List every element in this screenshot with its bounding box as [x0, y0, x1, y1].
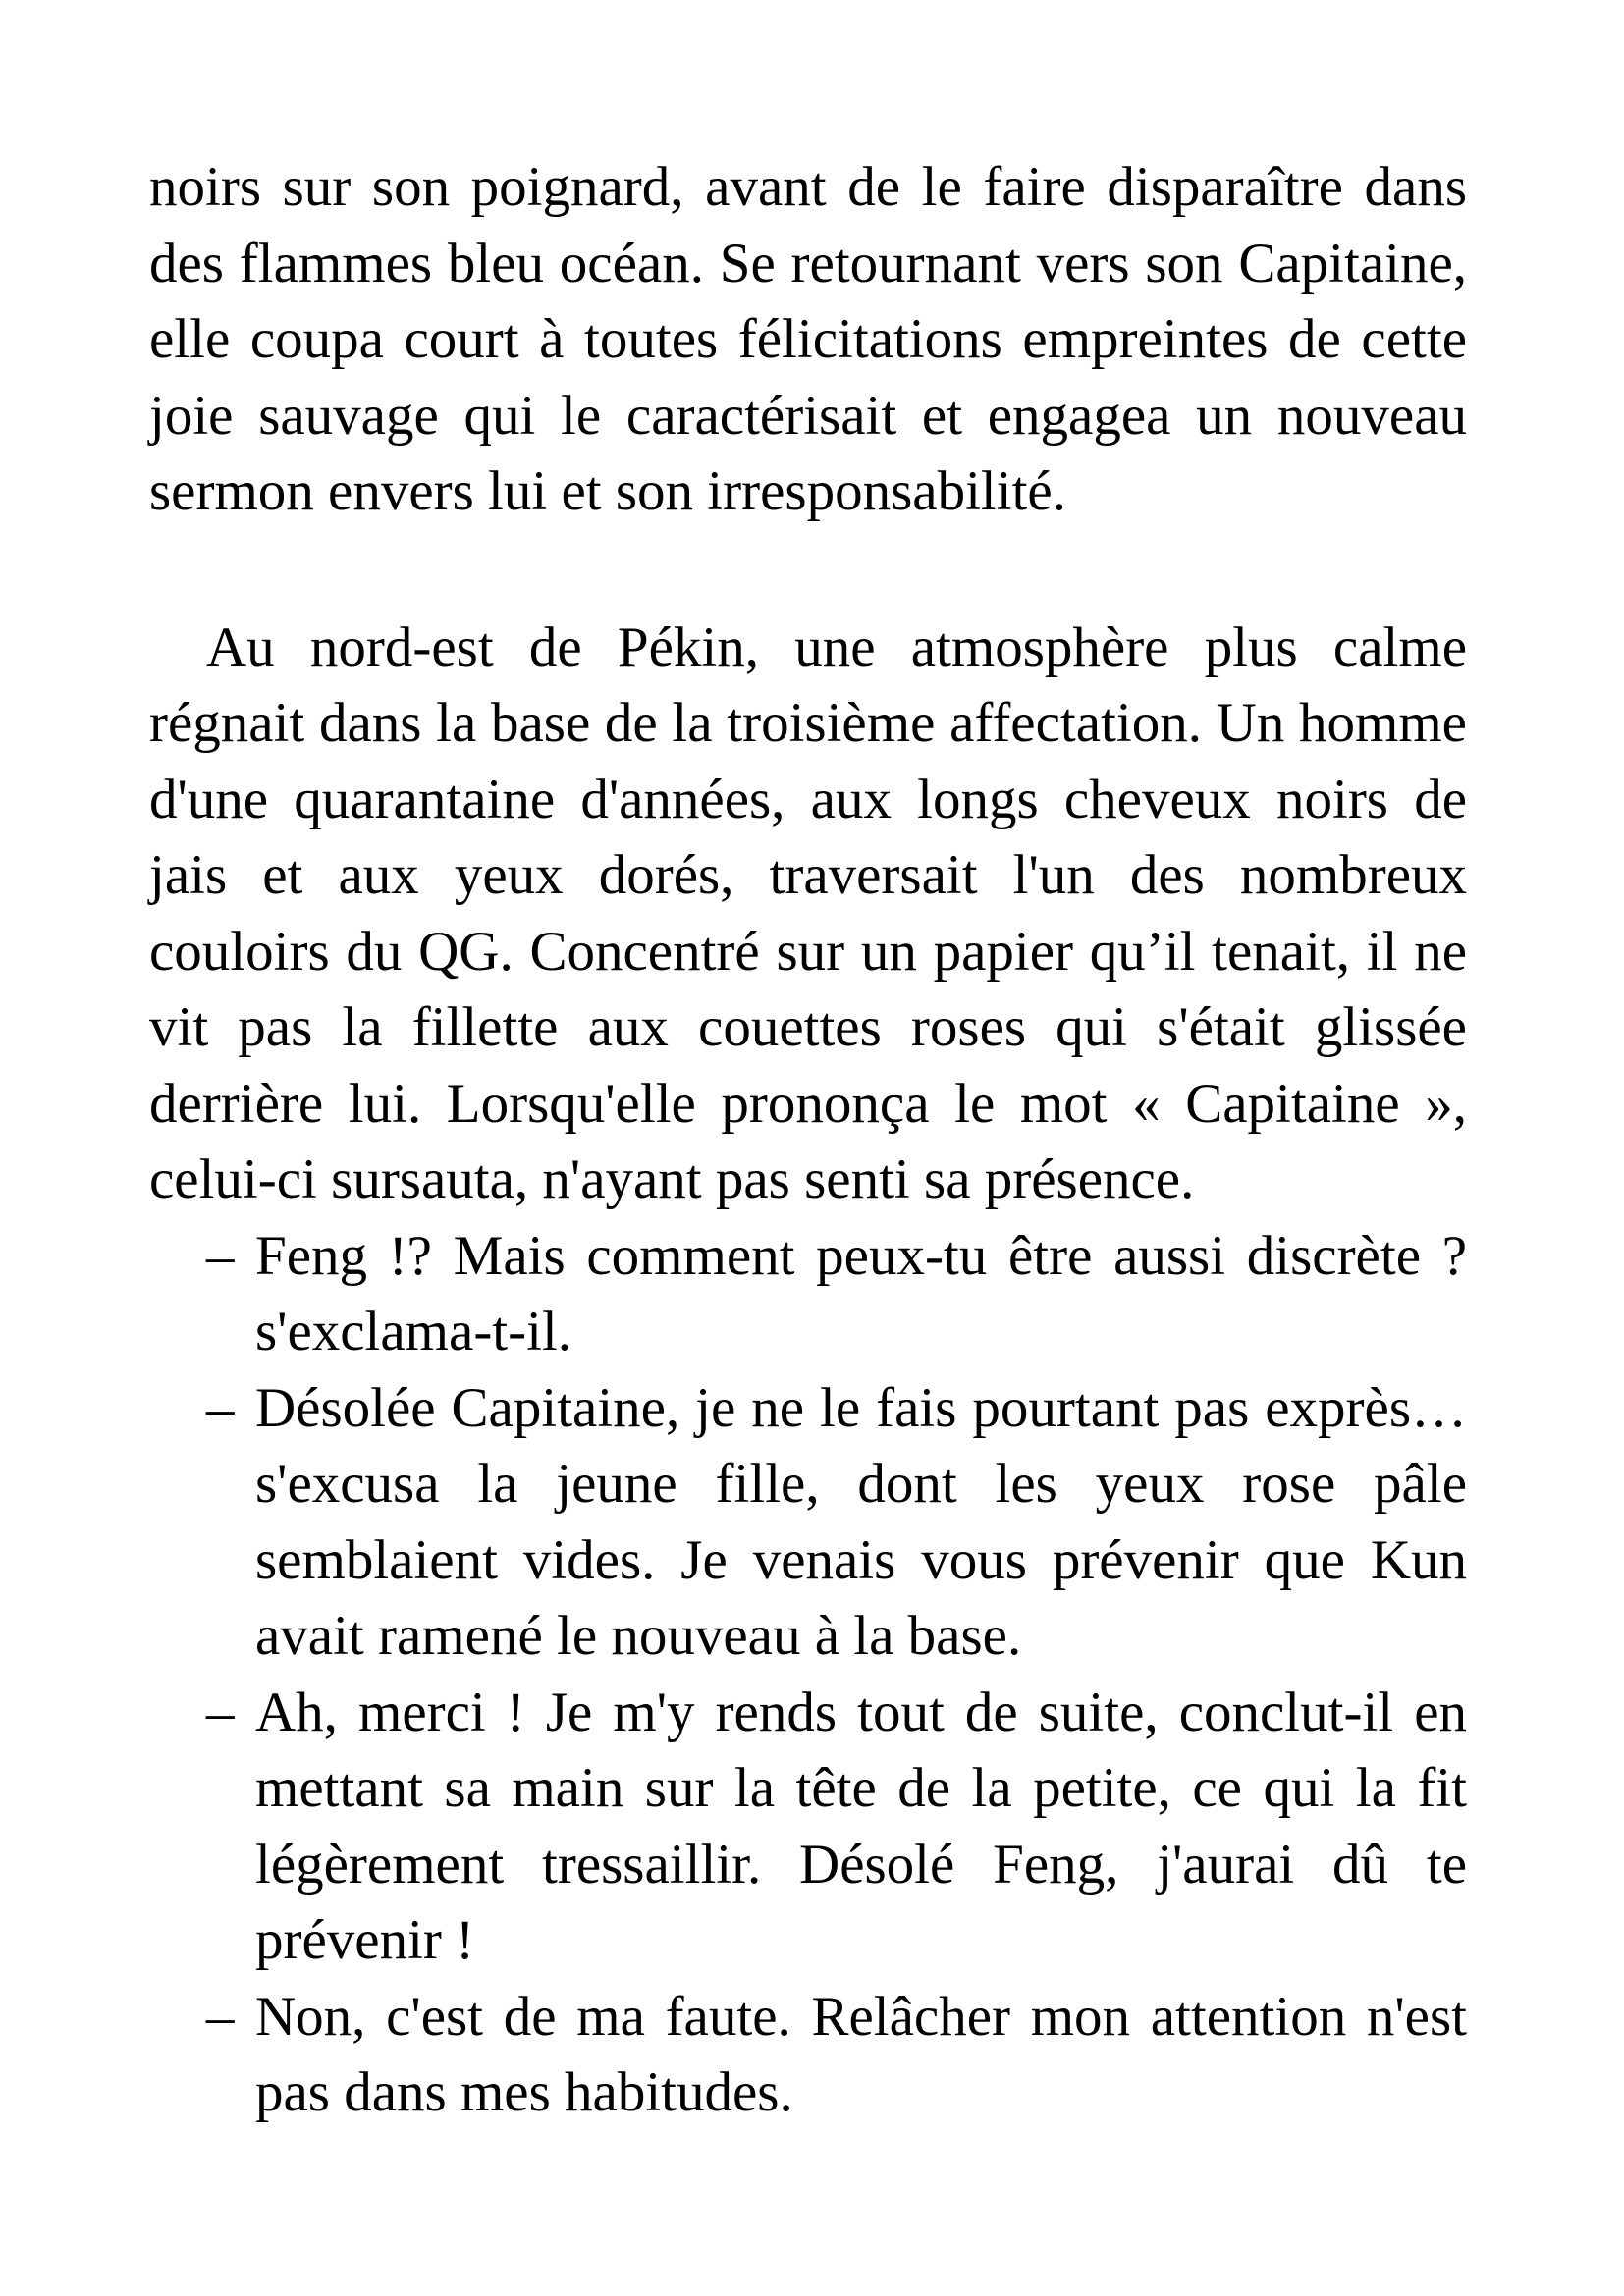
text-line — [149, 1675, 1467, 1751]
text-line: légèrement tressaillir. Désolé Feng, j'aurai dû te — [255, 1833, 1467, 1896]
dialogue-text: Non, c'est de ma faute. Relâcher mon attention n'est — [255, 1985, 1467, 2048]
paragraph — [149, 610, 1467, 1218]
dialogue-dash: – — [206, 1224, 235, 1287]
text-line: derrière lui. Lorsqu'elle prononça le mot « Capitaine », — [149, 1072, 1467, 1135]
text-line: pas dans mes habitudes. — [255, 2061, 793, 2123]
paragraph — [149, 149, 1467, 530]
dialogue-item — [149, 1979, 1467, 2131]
text-line: jais et aux yeux dorés, traversait l'un des nombreux — [149, 844, 1467, 906]
dialogue-dash: – — [206, 1376, 235, 1439]
dialogue-dash: – — [206, 1681, 235, 1743]
dialogue-text: Feng !? Mais comment peux-tu être aussi discrète ? — [255, 1224, 1467, 1287]
page-text — [149, 149, 1467, 2131]
text-line: d'une quarantaine d'années, aux longs cheveux noirs de — [149, 768, 1467, 830]
dialogue-text: Ah, merci ! Je m'y rends tout de suite, conclut-il en — [255, 1681, 1467, 1743]
text-line: s'exclama-t-il. — [255, 1301, 572, 1362]
text-line: régnait dans la base de la troisième affectation. Un homme — [149, 692, 1467, 754]
dialogue-item — [149, 1218, 1467, 1370]
text-line — [149, 1370, 1467, 1447]
text-line: joie sauvage qui le caractérisait et engagea un nouveau — [149, 384, 1467, 447]
text-line: vit pas la fillette aux couettes roses qui s'était glissée — [149, 996, 1467, 1058]
dialogue-text: Désolée Capitaine, je ne le fais pourtant pas exprès… — [255, 1376, 1467, 1439]
text-line: elle coupa court à toutes félicitations empreintes de cette — [149, 308, 1467, 370]
text-line: noirs sur son poignard, avant de le faire disparaître dans — [149, 156, 1467, 218]
text-line: mettant sa main sur la tête de la petite, ce qui la fit — [255, 1757, 1467, 1819]
text-line: des flammes bleu océan. Se retournant vers son Capitaine, — [149, 232, 1467, 294]
text-line: Au nord-est de Pékin, une atmosphère plus calme — [206, 615, 1467, 678]
text-line: avait ramené le nouveau à la base. — [255, 1605, 1022, 1667]
text-line: celui-ci sursauta, n'ayant pas senti sa présence. — [149, 1148, 1195, 1210]
dialogue-item — [149, 1675, 1467, 1979]
text-line: semblaient vides. Je venais vous prévenir que Kun — [255, 1528, 1467, 1591]
text-line: couloirs du QG. Concentré sur un papier qu’il tenait, il ne — [149, 920, 1467, 983]
text-line: s'excusa la jeune fille, dont les yeux rose pâle — [255, 1453, 1467, 1515]
dialogue-dash: – — [206, 1985, 235, 2048]
text-line — [149, 1218, 1467, 1295]
text-line: prévenir ! — [255, 1909, 475, 1971]
text-line — [149, 1979, 1467, 2056]
dialogue-item — [149, 1370, 1467, 1675]
text-line: sermon envers lui et son irresponsabilité. — [149, 460, 1066, 522]
